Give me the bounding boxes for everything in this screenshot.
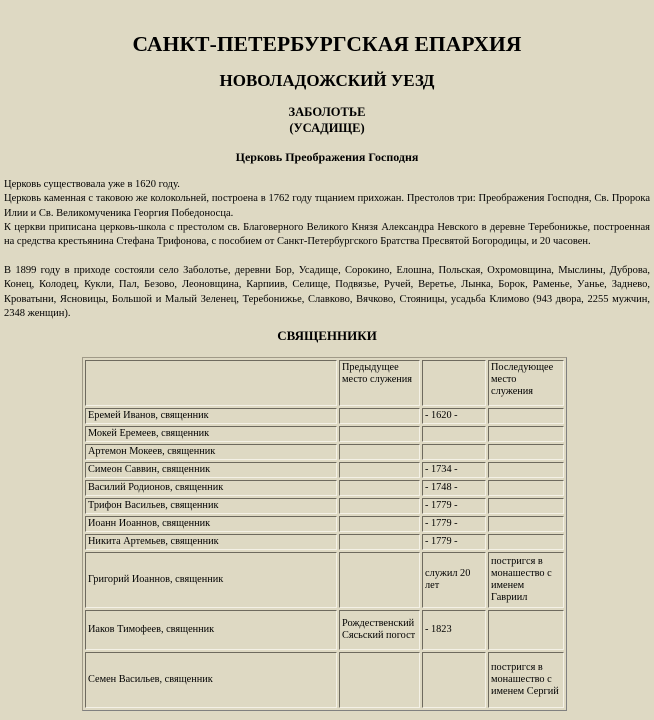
parish-paragraph: В 1899 году в приходе состояли село Заболотье, деревни Бор, Усадище, Сорокино, Елошна, Польская, Охромовщина, Мыслины, Дуброва, Конец, Колодец, Кукли, Пал, Безово, Леоновщина, Карпиив, Селище, Подвязье, Ручей, Веретье, Лынка, Борок, Раменье, Уанье, Заднево, Кроватыни, Ясновицы, Большой и Малый Зеленец, Теребонижье, Славково, Вячково, Стояницы, усадьба Климово (943 двора, 2255 мужчин, 2348 женщин). <box>4 265 650 319</box>
table-row <box>85 498 564 514</box>
header-cell-prev: Предыдущее место служения <box>339 360 420 406</box>
table-row <box>85 444 564 460</box>
prev-place <box>339 498 420 514</box>
table-row <box>85 462 564 478</box>
next-place <box>488 516 564 532</box>
clergy-heading: СВЯЩЕННИКИ <box>277 328 377 343</box>
priest-name: Иаков Тимофеев, священник <box>85 610 337 650</box>
table-row <box>85 408 564 424</box>
priest-name: Еремей Иванов, священник <box>85 408 337 424</box>
next-place <box>488 462 564 478</box>
service-date: - 1779 - <box>422 534 486 550</box>
service-date: - 1779 - <box>422 516 486 532</box>
table-row <box>85 552 564 608</box>
church-heading: Церковь Преображения Господня <box>235 150 419 164</box>
table-row <box>85 516 564 532</box>
history-line: Церковь существовала уже в 1620 году. <box>4 179 180 190</box>
clergy-table <box>82 357 567 711</box>
history-paragraph <box>4 178 650 249</box>
service-date <box>422 652 486 708</box>
priest-name: Василий Родионов, священник <box>85 480 337 496</box>
header-cell-date <box>422 360 486 406</box>
table-row <box>85 426 564 442</box>
page-title: САНКТ-ПЕТЕРБУРГСКАЯ ЕПАРХИЯ <box>132 32 522 56</box>
table-row <box>85 534 564 550</box>
prev-place <box>339 652 420 708</box>
service-date: - 1823 <box>422 610 486 650</box>
table-row <box>85 652 564 708</box>
table-row <box>85 480 564 496</box>
village-heading: ЗАБОЛОТЬЕ <box>288 105 366 119</box>
history-line: К церкви приписана церковь-школа с престолом св. Благоверного Великого Князя Александра Невского в деревне Теребонижье, построенная на средства крестьянина Стефана Трифонова, с пособием от Санкт-Петербургского Братства Пресвятой Богородицы, и 20 часовен. <box>4 221 650 248</box>
priest-name: Григорий Иоаннов, священник <box>85 552 337 608</box>
priest-name: Трифон Васильев, священник <box>85 498 337 514</box>
next-place <box>488 498 564 514</box>
header-cell-next: Последующее место служения <box>488 360 564 406</box>
next-place: постригся в монашество с именем Гавриил <box>488 552 564 608</box>
prev-place <box>339 534 420 550</box>
table-row <box>85 610 564 650</box>
next-place <box>488 426 564 442</box>
service-date: - 1620 - <box>422 408 486 424</box>
next-place: постригся в монашество с именем Сергий <box>488 652 564 708</box>
priest-name: Семен Васильев, священник <box>85 652 337 708</box>
priest-name: Мокей Еремеев, священник <box>85 426 337 442</box>
district-heading: НОВОЛАДОЖСКИЙ УЕЗД <box>219 71 435 90</box>
service-date: - 1734 - <box>422 462 486 478</box>
priest-name: Артемон Мокеев, священник <box>85 444 337 460</box>
service-date: - 1779 - <box>422 498 486 514</box>
next-place <box>488 610 564 650</box>
history-line: Церковь каменная с таковою же колокольней, построена в 1762 году тщанием прихожан. Престолов три: Преображения Господня, Св. Пророка Илии и Св. Великомученика Георгия Победоносца. <box>4 193 650 219</box>
service-date: - 1748 - <box>422 480 486 496</box>
table-header-row <box>85 360 564 406</box>
priest-name: Никита Артемьев, священник <box>85 534 337 550</box>
prev-place <box>339 552 420 608</box>
next-place <box>488 534 564 550</box>
next-place <box>488 480 564 496</box>
prev-place <box>339 462 420 478</box>
next-place <box>488 444 564 460</box>
village-alt-heading: (УСАДИЩЕ) <box>289 121 365 135</box>
prev-place <box>339 516 420 532</box>
priest-name: Иоанн Иоаннов, священник <box>85 516 337 532</box>
next-place <box>488 408 564 424</box>
prev-place <box>339 408 420 424</box>
priest-name: Симеон Саввин, священник <box>85 462 337 478</box>
service-date <box>422 426 486 442</box>
prev-place: Рождественский Сясьский погост <box>339 610 420 650</box>
prev-place <box>339 444 420 460</box>
service-date <box>422 444 486 460</box>
prev-place <box>339 426 420 442</box>
header-cell-name <box>85 360 337 406</box>
service-date: служил 20 лет <box>422 552 486 608</box>
prev-place <box>339 480 420 496</box>
